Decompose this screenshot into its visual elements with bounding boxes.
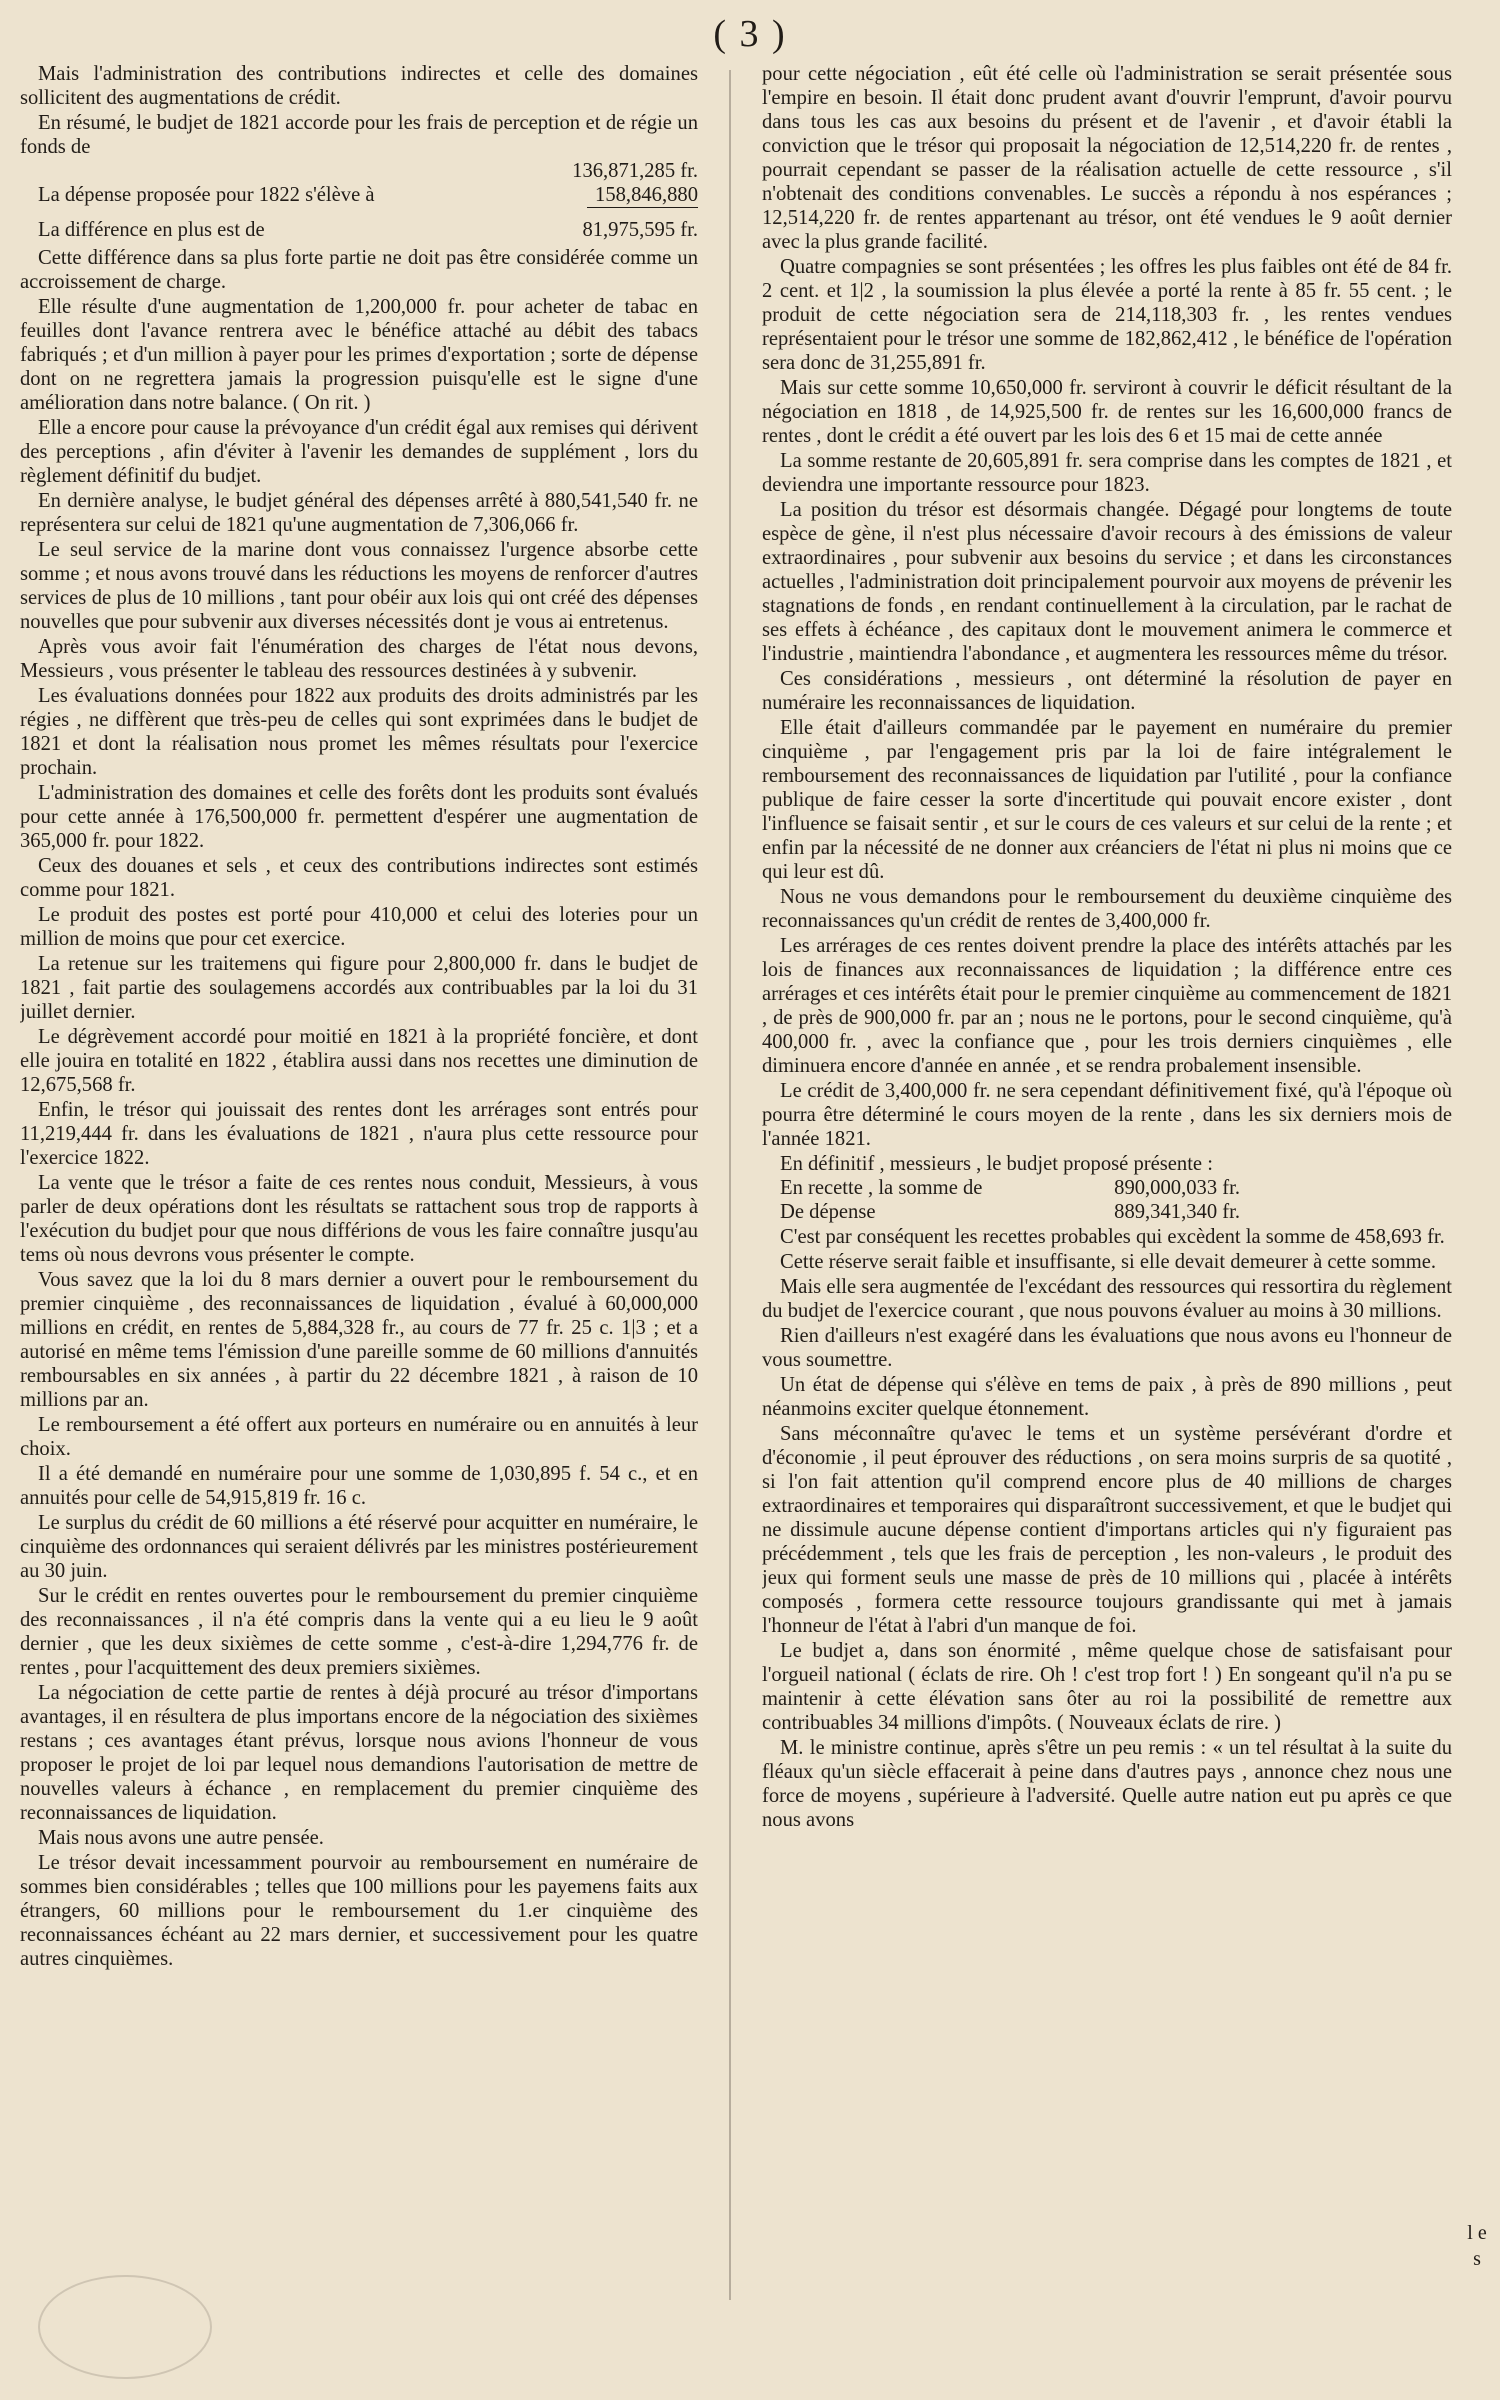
right-column [762, 62, 1452, 2362]
figure-value: 890,000,033 fr. [1114, 1177, 1240, 1199]
paragraph: En dernière analyse, le budjet général des dépenses arrêté à 880,541,540 fr. ne représentera sur celui de 1821 qu'une augmentation de 7,306,066 fr. [20, 490, 698, 536]
paragraph: Un état de dépense qui s'élève en tems de paix , à près de 890 millions , peut néanmoins exciter quelque étonnement. [762, 1374, 1452, 1420]
paragraph: Le crédit de 3,400,000 fr. ne sera cependant définitivement fixé, qu'à l'époque où pourra être déterminé le cours moyen de la rente , dans les six derniers mois de l'année 1821. [762, 1080, 1452, 1150]
paragraph: Sans méconnaître qu'avec le tems et un système persévérant d'ordre et d'économie , il peut éprouver des réductions , on sera moins surpris de sa quotité , si l'on fait attention qu'il comprend encore plus de 40 millions de charges extraordinaires et temporaires qui disparaîtront successivement, et que le budjet qui ne dissimule aucune dépense contient d'importans articles qui n'y figuraient pas précédemment , tels que les frais de perception , les non-valeurs , le produit des jeux qui forment seuls une masse de près de 10 millions qui , placée à intérêts composés , formera cette ressource toujours grandissante qui met à jamais l'honneur de l'état à l'abri d'un manque de foi. [762, 1423, 1452, 1637]
paragraph: M. le ministre continue, après s'être un peu remis : « un tel résultat à la suite du fléaux qu'un siècle effacerait à peine dans d'autres pays , annonce chez nous une force de moyens , supérieure à l'adversité. Quelle autre nation eut pu après ce que nous avons [762, 1737, 1452, 1831]
paragraph: Elle résulte d'une augmentation de 1,200,000 fr. pour acheter de tabac en feuilles dont l'avance rentrera avec le bénéfice attaché au débit des tabacs fabriqués ; et d'un million à payer pour les primes d'exportation ; sorte de dépense dont on ne regrettera jamais la progression puisqu'elle est le signe d'une amélioration dans notre balance. ( On rit. ) [20, 296, 698, 414]
paragraph: Mais nous avons une autre pensée. [38, 1827, 324, 1849]
left-column [20, 62, 698, 2362]
paragraph: C'est par conséquent les recettes probables qui excèdent la somme de 458,693 fr. [780, 1226, 1445, 1248]
library-stamp-icon [38, 2275, 212, 2379]
figure-label [20, 159, 564, 183]
figure-value: 81,975,595 fr. [582, 219, 698, 241]
paragraph: Ceux des douanes et sels , et ceux des contributions indirectes sont estimés comme pour 1821. [20, 855, 698, 901]
paragraph: pour cette négociation , eût été celle où l'administration se serait présentée sous l'empire en besoin. Il était donc prudent avant d'ouvrir l'emprunt, d'avoir pourvu dans tous les cas aux besoins du présent et de l'avenir , et d'avoir établi la conviction que le trésor qui proposait la négociation de 12,514,220 fr. de rentes , pourrait cependant se passer de la réalisation actuelle de cette ressource , s'il n'obtenait des conditions convenables. Le succès a répondu à nos espérances ; 12,514,220 fr. de rentes appartenant au trésor, ont été vendues le 9 août dernier avec la plus grande facilité. [762, 63, 1452, 253]
margin-catchword: l e s [1467, 2222, 1487, 2270]
figure-label: De dépense [780, 1201, 876, 1223]
paragraph: Elle était d'ailleurs commandée par le payement en numéraire du premier cinquième , par l'engagement pris par la loi de faire intégralement le remboursement des reconnaissances de liquidation par l'utilité , pour la confiance publique de faire cesser la sorte d'incertitude qui pouvait encore exister , dont l'influence se faisait sentir , et sur le cours de ces valeurs et sur celui de la rente ; et enfin par la nécessité de ne donner aux créanciers de l'état ni plus ni moins que ce qui leur est dû. [762, 717, 1452, 883]
paragraph: La négociation de cette partie de rentes à déjà procuré au trésor d'importans avantages, il en résultera de plus importans encore de la négociation des sixièmes restans ; ces avantages étant prévus, lorsque nous avions l'honneur de vous proposer le projet de loi par lequel nous demandions l'autorisation de mettre de nouvelles valeurs à échance , en remplacement du premier cinquième des reconnaissances de liquidation. [20, 1682, 698, 1824]
paragraph: Le remboursement a été offert aux porteurs en numéraire ou en annuités à leur choix. [20, 1414, 698, 1460]
paragraph: Les évaluations données pour 1822 aux produits des droits administrés par les régies , ne diffèrent que très-peu de celles qui sont exprimées dans le budjet de 1821 et dont la réalisation nous promet les mêmes résultats pour l'exercice prochain. [20, 685, 698, 779]
paragraph: En résumé, le budjet de 1821 accorde pour les frais de perception et de régie un fonds de [20, 112, 698, 158]
paragraph: Après vous avoir fait l'énumération des charges de l'état nous devons, Messieurs , vous présenter le tableau des ressources destinées à y subvenir. [20, 636, 698, 682]
paragraph: En définitif , messieurs , le budjet proposé présente : [780, 1153, 1213, 1175]
paragraph: La somme restante de 20,605,891 fr. sera comprise dans les comptes de 1821 , et deviendra une importante ressource pour 1823. [762, 450, 1452, 496]
figure-value: 889,341,340 fr. [1114, 1201, 1240, 1223]
paragraph: La position du trésor est désormais changée. Dégagé pour longtems de toute espèce de gène, il n'est plus nécessaire d'avoir recours à des émissions de valeur extraordinaires , pour subvenir aux besoins du service ; et dans les circonstances actuelles , l'administration doit principalement pourvoir aux moyens de prévenir les stagnations de fonds , en rendant continuellement à la circulation, par le rachat de ses effets à échéance , des capitaux dont le mouvement animera le commerce et l'industrie , maintiendra l'abondance , et augmentera les ressources même du trésor. [762, 499, 1452, 665]
paragraph: Mais elle sera augmentée de l'excédant des ressources qui ressortira du règlement du budjet de l'exercice courant , que nous pouvons évaluer au moins à 30 millions. [762, 1276, 1452, 1322]
paragraph: La retenue sur les traitemens qui figure pour 2,800,000 fr. dans le budjet de 1821 , fait partie des soulagemens accordés aux contribuables par la loi du 31 juillet dernier. [20, 953, 698, 1023]
figure-value: 158,846,880 [587, 183, 698, 208]
paragraph: Le produit des postes est porté pour 410,000 et celui des loteries pour un million de moins que pour cet exercice. [20, 904, 698, 950]
paragraph: Vous savez que la loi du 8 mars dernier a ouvert pour le remboursement du premier cinquième , des reconnaissances de liquidation , évalué à 60,000,000 millions en crédit, en rentes de 5,884,328 fr., au cours de 77 fr. 25 c. 1|3 ; et a autorisé en même tems l'émission d'une pareille somme de 60 millions d'annuités remboursables en six années , à partir du 22 décembre 1821 , à raison de 10 millions par an. [20, 1269, 698, 1411]
paragraph: Il a été demandé en numéraire pour une somme de 1,030,895 f. 54 c., et en annuités pour celle de 54,915,819 fr. 16 c. [20, 1463, 698, 1509]
figure-label: La différence en plus est de [38, 219, 265, 241]
figure-row [762, 1176, 1240, 1200]
paragraph: Cette différence dans sa plus forte partie ne doit pas être considérée comme un accroissement de charge. [20, 247, 698, 293]
paragraph: Mais l'administration des contributions indirectes et celle des domaines sollicitent des augmentations de crédit. [20, 63, 698, 109]
figure-value: 136,871,285 fr. [572, 160, 698, 182]
paragraph: Les arrérages de ces rentes doivent prendre la place des intérêts attachés par les lois de finances aux reconnaissances de liquidation ; la différence entre ces arrérages et ces intérêts était pour le premier cinquième au commencement de 1821 , de près de 900,000 fr. par an ; nous ne le portons, pour le second cinquième, qu'à 400,000 fr. , avec la confiance que , pour les trois derniers cinquièmes , elle diminuera encore d'année en année , et se rendra probalement insensible. [762, 935, 1452, 1077]
figure-label: En recette , la somme de [780, 1177, 983, 1199]
paragraph: Le seul service de la marine dont vous connaissez l'urgence absorbe cette somme ; et nous avons trouvé dans les réductions les moyens de renforcer d'autres services de plus de 10 millions , tant pour obéir aux lois qui ont créé des dépenses nouvelles que pour subvenir aux diverses nécessités dont je vous ai entretenus. [20, 539, 698, 633]
paragraph: Le trésor devait incessamment pourvoir au remboursement en numéraire de sommes bien considérables ; telles que 100 millions pour les payemens faits aux étrangers, 60 millions pour le remboursement du 1.er cinquième des reconnaissances échéant au 22 mars dernier, et successivement pour les quatre autres cinquièmes. [20, 1852, 698, 1970]
figure-row [20, 218, 698, 242]
paragraph: Rien d'ailleurs n'est exagéré dans les évaluations que nous avons eu l'honneur de vous soumettre. [762, 1325, 1452, 1371]
paragraph: Le surplus du crédit de 60 millions a été réservé pour acquitter en numéraire, le cinquième des ordonnances qui seraient délivrés par les ministres postérieurement au 30 juin. [20, 1512, 698, 1582]
paragraph: Elle a encore pour cause la prévoyance d'un crédit égal aux remises qui dérivent des perceptions , afin d'éviter à l'avenir les demandes de supplément , lors du règlement définitif du budjet. [20, 417, 698, 487]
paragraph: L'administration des domaines et celle des forêts dont les produits sont évalués pour cette année à 176,500,000 fr. permettent d'espérer une augmentation de 365,000 fr. pour 1822. [20, 782, 698, 852]
paragraph: Cette réserve serait faible et insuffisante, si elle devait demeurer à cette somme. [780, 1251, 1437, 1273]
figure-row [20, 183, 698, 208]
paragraph: Mais sur cette somme 10,650,000 fr. serviront à couvrir le déficit résultant de la négociation en 1818 , de 14,925,500 fr. de rentes sur les 16,600,000 francs de rentes , dont le crédit a été ouvert par les lois des 6 et 15 mai de cette année [762, 377, 1452, 447]
paragraph: Sur le crédit en rentes ouvertes pour le remboursement du premier cinquième des reconnaissances , il n'a été compris dans la vente qui a eu lieu le 9 août dernier , que les deux sixièmes de cette somme , c'est-à-dire 1,294,776 fr. de rentes , pour l'acquittement des deux premiers sixièmes. [20, 1585, 698, 1679]
paragraph: Le dégrèvement accordé pour moitié en 1821 à la propriété foncière, et dont elle jouira en totalité en 1822 , établira aussi dans nos recettes une diminution de 12,675,568 fr. [20, 1026, 698, 1096]
paragraph: Quatre compagnies se sont présentées ; les offres les plus faibles ont été de 84 fr. 2 cent. et 1|2 , la soumission la plus élevée a porté la rente à 85 fr. 55 cent. ; le produit de cette négociation sera de 214,118,303 fr. , les rentes vendues représentaient pour le trésor une somme de 182,862,412 , le bénéfice de l'opération sera donc de 31,255,891 fr. [762, 256, 1452, 374]
paragraph: Nous ne vous demandons pour le remboursement du deuxième cinquième des reconnaissances qu'un crédit de rentes de 3,400,000 fr. [762, 886, 1452, 932]
figure-row [20, 159, 698, 183]
column-divider [729, 70, 731, 2300]
paragraph: Ces considérations , messieurs , ont déterminé la résolution de payer en numéraire les reconnaissances de liquidation. [762, 668, 1452, 714]
figure-row [762, 1200, 1240, 1224]
paragraph: Le budjet a, dans son énormité , même quelque chose de satisfaisant pour l'orgueil national ( éclats de rire. Oh ! c'est trop fort ! ) En songeant qu'il n'a pu se maintenir à cette élévation sans ôter au roi la possibilité de remettre aux contribuables 34 millions d'impôts. ( Nouveaux éclats de rire. ) [762, 1640, 1452, 1734]
figure-label: La dépense proposée pour 1822 s'élève à [38, 184, 375, 206]
paragraph: La vente que le trésor a faite de ces rentes nous conduit, Messieurs, à vous parler de deux opérations dont les résultats se rattachent sous trop de rapports à l'exécution du budjet pour que nous différions de vous les faire connaître jusqu'au tems où nous devrons vous présenter le compte. [20, 1172, 698, 1266]
paragraph: Enfin, le trésor qui jouissait des rentes dont les arrérages sont entrés pour 11,219,444 fr. dans les évaluations de 1821 , n'aura plus cette ressource pour l'exercice 1822. [20, 1099, 698, 1169]
page-number: ( 3 ) [713, 13, 787, 55]
